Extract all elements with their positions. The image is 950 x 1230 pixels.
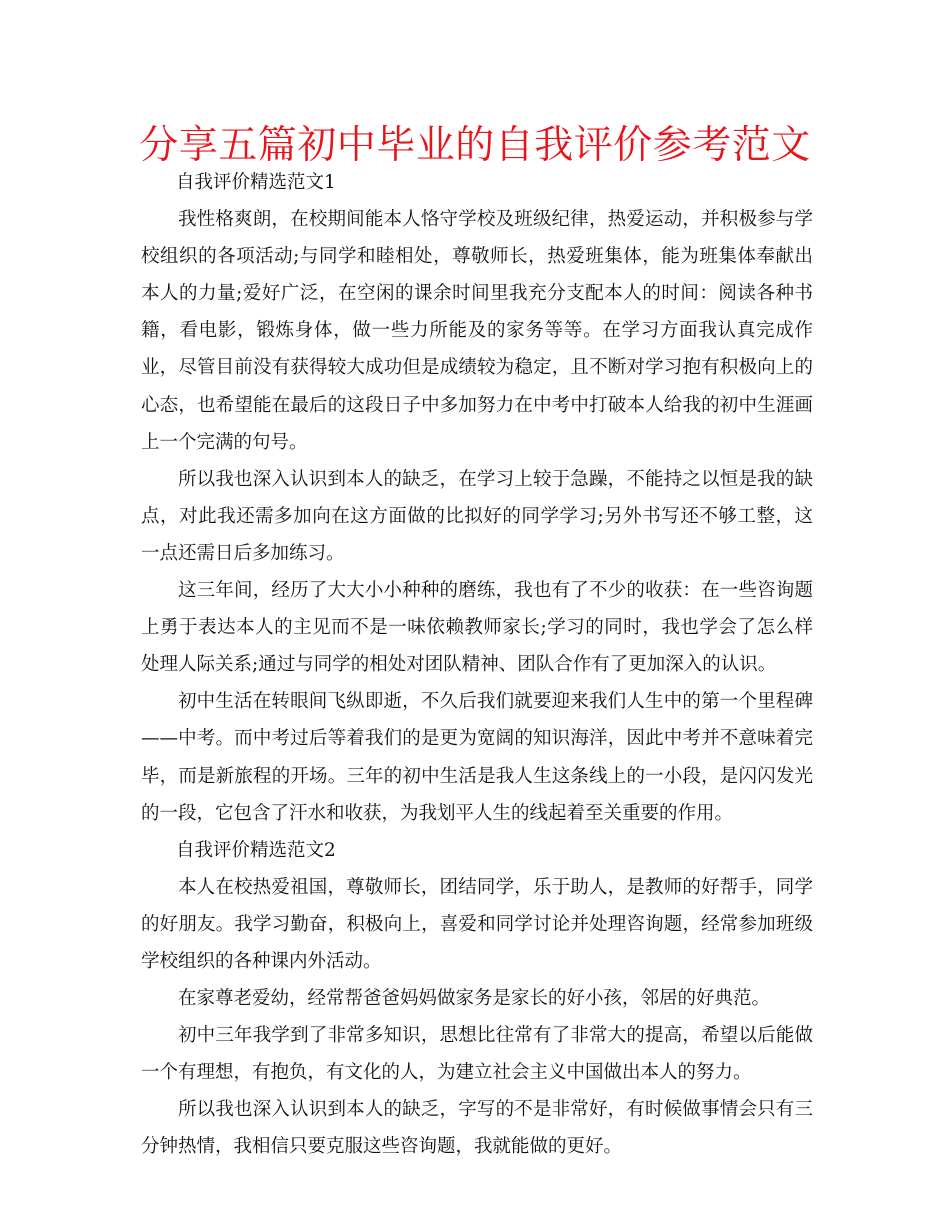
paragraph: 本人在校热爱祖国，尊敬师长，团结同学，乐于助人，是教师的好帮手，同学的好朋友。我学习勤奋，积极向上，喜爱和同学讨论并处理咨询题，经常参加班级学校组织的各种课内外活动。 [141, 876, 813, 972]
paragraph: 初中三年我学到了非常多知识，思想比往常有了非常大的提高，希望以后能做一个有理想，有抱负，有文化的人，为建立社会主义中国做出本人的努力。 [141, 1025, 813, 1084]
section-heading-2: 自我评价精选范文2 [176, 839, 336, 861]
paragraph: 在家尊老爱幼，经常帮爸爸妈妈做家务是家长的好小孩，邻居的好典范。 [178, 988, 771, 1010]
paragraph: 我性格爽朗，在校期间能本人恪守学校及班级纪律，热爱运动，并积极参与学校组织的各项活动;与同学和睦相处，尊敬师长，热爱班集体，能为班集体奉献出本人的力量;爱好广泛，在空闲的课余时间里我充分支配本人的时间：阅读各种书籍，看电影，锻炼身体，做一些力所能及的家务等等。在学习方面我认真完成作业，尽管目前没有获得较大成功但是成绩较为稳定，且不断对学习抱有积极向上的心态，也希望能在最后的这段日子中多加努力在中考中打破本人给我的初中生涯画上一个完满的句号。 [141, 209, 813, 453]
paragraph: 所以我也深入认识到本人的缺乏，字写的不是非常好，有时候做事情会只有三分钟热情，我相信只要克服这些咨询题，我就能做的更好。 [141, 1099, 813, 1158]
section-heading-1: 自我评价精选范文1 [176, 172, 336, 193]
document-body [141, 164, 813, 1166]
document-title: 分享五篇初中毕业的自我评价参考范文 [139, 123, 811, 168]
paragraph: 所以我也深入认识到本人的缺乏，在学习上较于急躁，不能持之以恒是我的缺点，对此我还需多加向在这方面做的比拟好的同学学习;另外书写还不够工整，这一点还需日后多加练习。 [141, 468, 813, 564]
paragraph: 这三年间，经历了大大小小种种的磨练，我也有了不少的收获：在一些咨询题上勇于表达本人的主见而不是一味依赖教师家长;学习的同时，我也学会了怎么样处理人际关系;通过与同学的相处对团队精神、团队合作有了更加深入的认识。 [141, 580, 813, 676]
paragraph: 初中生活在转眼间飞纵即逝，不久后我们就要迎来我们人生中的第一个里程碑——中考。而中考过后等着我们的是更为宽阔的知识海洋，因此中考并不意味着完毕，而是新旅程的开场。三年的初中生活是我人生这条线上的一小段，是闪闪发光的一段，它包含了汗水和收获，为我划平人生的线起着至关重要的作用。 [141, 691, 813, 824]
